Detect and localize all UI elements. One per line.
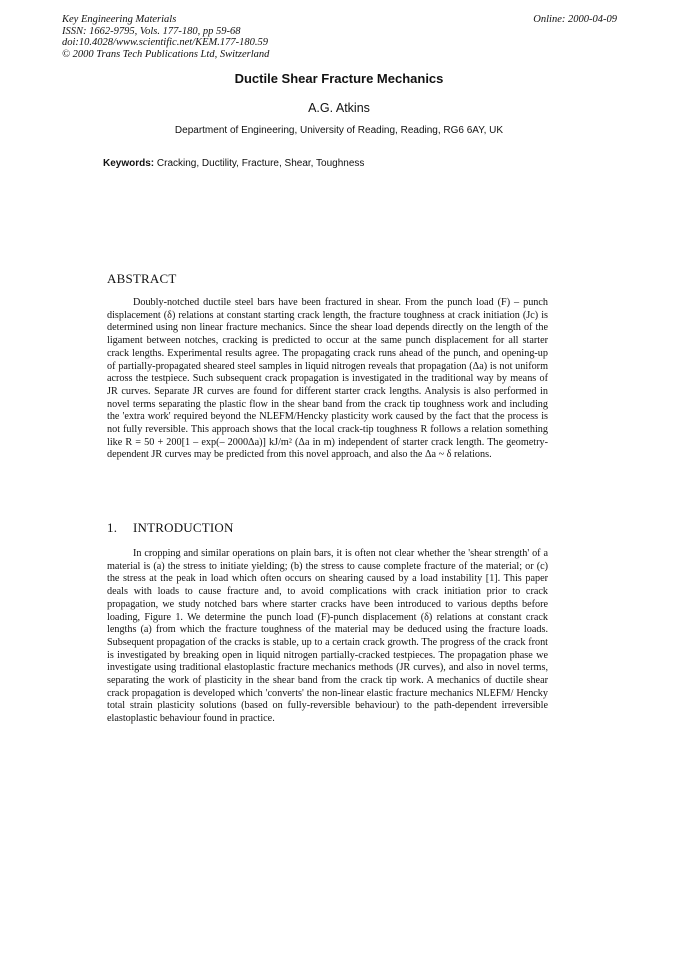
keywords-line (103, 158, 364, 169)
abstract-paragraph: Doubly-notched ductile steel bars have been fractured in shear. From the punch load (F) – punch displacement (δ) relations at constant starting crack length, the fracture toughness at crack initiation (Jc) is determined using non linear fracture mechanics. Since the shear load depends directly on the length of the ligament between notches, cracking is predicted to occur at the same punch displacement for all starter crack lengths. Experimental results agree. The propagating crack runs ahead of the punch, and opening-up of partially-propagated sheared steel samples in liquid nitrogen reveals that propagation (Δa) is not uniform across the testpiece. Such subsequent crack propagation is investigated in the traditional way by means of JR curves. Separate JR curves are found for different starter crack lengths. Analysis is also performed in novel terms separating the plastic flow in the shear band from the crack tip toughness work and including the 'extra work' required beyond the NLEFM/Hencky plasticity work caused by the fact that the process is not fully reversible. This approach shows that the local crack-tip toughness R follows a relation something like R = 50 + 200[1 – exp(– 2000Δa)] kJ/m² (Δa in m) independent of starter crack length. The geometry-dependent JR curves may be predicted from this novel approach, and also the Δa ~ δ relations. (107, 297, 548, 461)
keywords-text: Cracking, Ductility, Fracture, Shear, Toughness (156, 158, 365, 169)
copyright-line: © 2000 Trans Tech Publications Ltd, Switzerland (62, 48, 270, 60)
online-date: Online: 2000-04-09 (533, 14, 617, 25)
abstract-body (107, 297, 548, 462)
issn-line: ISSN: 1662-9795, Vols. 177-180, pp 59-68 (62, 25, 241, 37)
section-number: 1. (107, 520, 118, 535)
introduction-body (107, 548, 548, 726)
paper-title: Ductile Shear Fracture Mechanics (234, 71, 444, 86)
introduction-paragraph: In cropping and similar operations on plain bars, it is often not clear whether the 'shear strength' of a material is (a) the stress to initiate yielding; (b) the stress to cause complete fracture of the material; or (c) the stress at the peak in load which often occurs on shearing caused by a load instability [1]. This paper deals with loads to cause fracture and, to avoid complications with crack initiation prior to crack propagation, we study notched bars where starter cracks have been introduced to various depths before loading, Figure 1. We determine the punch load (F)-punch displacement (δ) relations at constant crack lengths (a) from which the fracture toughness of the material may be deduced using the fracture loads. Subsequent propagation of the cracks is stable, up to a certain crack growth. The progress of the crack front is investigated by breaking open in liquid nitrogen partially-cracked testpieces. The propagation phase we investigate using traditional elastoplastic fracture mechanics methods (JR curves), and also in novel terms, separating the work of plasticity in the shear band from the crack tip work. A mechanics of ductile shear crack propagation is developed which 'converts' the non-linear elastic fracture mechanics NLEFM/ Hencky total strain plasticity solutions (based on fully-reversible behaviour) to the path-dependent irreversible elastoplastic behaviour found in practice. (107, 548, 548, 725)
abstract-heading: ABSTRACT (107, 271, 177, 286)
keywords-label: Keywords: (103, 158, 155, 169)
citation-header (62, 14, 617, 60)
doi-line: doi:10.4028/www.scientific.net/KEM.177-180.59 (62, 37, 268, 48)
paper-author: A.G. Atkins (308, 101, 370, 115)
section-title: INTRODUCTION (133, 520, 234, 535)
author-affiliation: Department of Engineering, University of Reading, Reading, RG6 6AY, UK (174, 125, 504, 136)
journal-name: Key Engineering Materials (62, 14, 177, 25)
introduction-heading (107, 520, 234, 536)
